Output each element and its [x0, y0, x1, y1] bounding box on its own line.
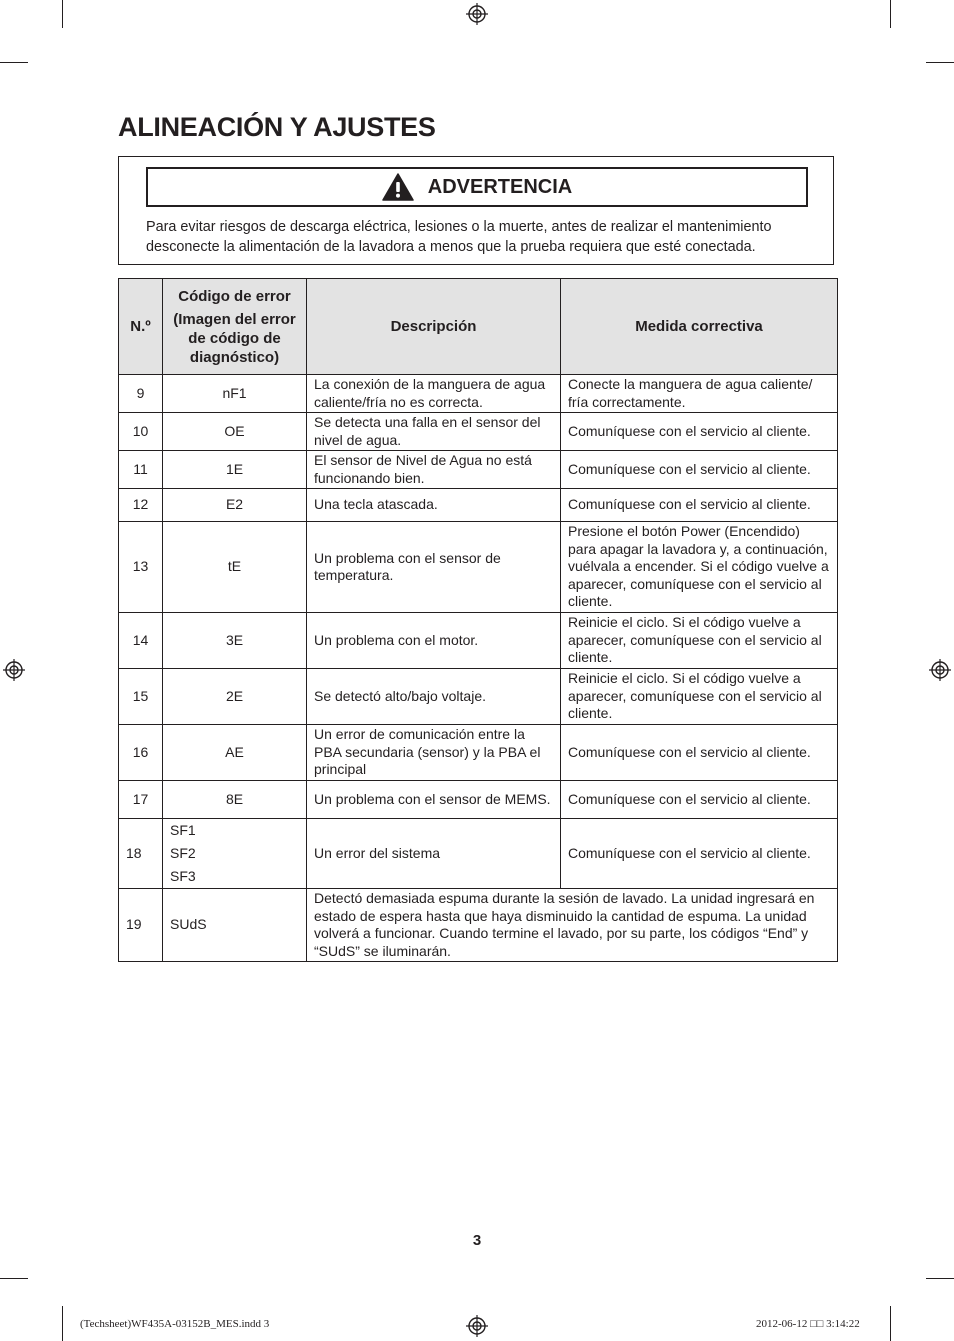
registration-mark-icon — [929, 659, 951, 681]
page-number: 3 — [472, 1232, 482, 1249]
table-row — [119, 375, 838, 413]
cell-no: 9 — [119, 375, 163, 413]
cell-action: Presione el botón Power (Encendido) para apagar la lavadora y, a continuación, vuélvala a encender. Si el código vuelve a aparecer, comuníquese con el servicio al cliente. — [561, 522, 838, 613]
warning-text: Para evitar riesgos de descarga eléctrica, lesiones o la muerte, antes de realizar el mantenimiento desconecte la alimentación de la lavadora a menos que la prueba requiera que esté conectada. — [146, 219, 772, 255]
cell-action: Comuníquese con el servicio al cliente. — [561, 725, 838, 781]
cell-action: Comuníquese con el servicio al cliente. — [561, 451, 838, 489]
cell-code: AE — [163, 725, 307, 781]
cell-action: Conecte la manguera de agua caliente/ fría correctamente. — [561, 375, 838, 413]
page-title: ALINEACIÓN Y AJUSTES — [118, 112, 436, 142]
code-value: SF2 — [170, 845, 196, 861]
footer-timestamp: 2012-06-12 □□ 3:14:22 — [756, 1318, 860, 1330]
table-row — [119, 613, 838, 669]
cell-code: SUdS — [163, 889, 307, 962]
registration-mark-icon — [3, 659, 25, 681]
cell-action: Comuníquese con el servicio al cliente. — [561, 489, 838, 522]
crop-mark — [0, 1278, 28, 1279]
registration-mark-icon — [466, 1315, 488, 1337]
table-row — [119, 413, 838, 451]
cell-code: E2 — [163, 489, 307, 522]
table-header-row — [119, 279, 838, 375]
cell-no: 16 — [119, 725, 163, 781]
header-code-line2: (Imagen del error de código de diagnóstico) — [173, 310, 296, 366]
cell-action: Comuníquese con el servicio al cliente. — [561, 819, 838, 889]
error-codes-table — [118, 278, 838, 962]
cell-code: nF1 — [163, 375, 307, 413]
table-row — [119, 725, 838, 781]
cell-no: 14 — [119, 613, 163, 669]
cell-description: La conexión de la manguera de agua caliente/fría no es correcta. — [307, 375, 561, 413]
crop-mark — [62, 0, 63, 28]
code-value: SF1 — [170, 822, 196, 838]
crop-mark — [62, 1306, 63, 1341]
table-row — [119, 669, 838, 725]
code-value: SF3 — [170, 868, 196, 884]
cell-no: 10 — [119, 413, 163, 451]
cell-description: Un problema con el sensor de temperatura. — [307, 522, 561, 613]
cell-action: Reinicie el ciclo. Si el código vuelve a aparecer, comuníquese con el servicio al cliente. — [561, 669, 838, 725]
cell-description: Se detectó alto/bajo voltaje. — [307, 669, 561, 725]
crop-mark — [0, 62, 28, 63]
cell-description: Un error de comunicación entre la PBA secundaria (sensor) y la PBA el principal — [307, 725, 561, 781]
crop-mark — [890, 0, 891, 28]
cell-no: 17 — [119, 781, 163, 819]
cell-description: Un error del sistema — [307, 819, 561, 889]
footer-file-info: (Techsheet)WF435A-03152B_MES.indd 3 — [80, 1318, 270, 1330]
cell-code: 3E — [163, 613, 307, 669]
crop-mark — [926, 62, 954, 63]
cell-action: Reinicie el ciclo. Si el código vuelve a aparecer, comuníquese con el servicio al cliente. — [561, 613, 838, 669]
table-row — [119, 819, 838, 889]
warning-box — [118, 156, 834, 265]
table-row — [119, 781, 838, 819]
warning-header — [146, 167, 808, 207]
warning-triangle-icon — [382, 173, 414, 201]
cell-description: Detectó demasiada espuma durante la sesión de lavado. La unidad ingresará en estado de espera hasta que haya disminuido la cantidad de espuma. La unidad volverá a funcionar. Cuando termine el lavado, por su parte, los códigos “End” y “SUdS” se iluminarán. — [307, 889, 838, 962]
table-row — [119, 889, 838, 962]
cell-code: 1E — [163, 451, 307, 489]
table-row — [119, 451, 838, 489]
header-code-line1: Código de error — [178, 287, 291, 305]
cell-no: 18 — [119, 819, 163, 889]
cell-code: 8E — [163, 781, 307, 819]
cell-no: 15 — [119, 669, 163, 725]
cell-code — [163, 819, 307, 889]
cell-code: OE — [163, 413, 307, 451]
header-code — [163, 279, 307, 375]
registration-mark-icon — [466, 3, 488, 25]
cell-description: Una tecla atascada. — [307, 489, 561, 522]
crop-mark — [926, 1278, 954, 1279]
header-action: Medida correctiva — [561, 279, 838, 375]
cell-action: Comuníquese con el servicio al cliente. — [561, 781, 838, 819]
cell-code: 2E — [163, 669, 307, 725]
cell-description: Un problema con el sensor de MEMS. — [307, 781, 561, 819]
cell-no: 13 — [119, 522, 163, 613]
warning-title: ADVERTENCIA — [427, 175, 573, 198]
cell-no: 12 — [119, 489, 163, 522]
cell-action: Comuníquese con el servicio al cliente. — [561, 413, 838, 451]
table-row — [119, 489, 838, 522]
cell-description: Se detecta una falla en el sensor del nivel de agua. — [307, 413, 561, 451]
crop-mark — [890, 1306, 891, 1341]
cell-no: 11 — [119, 451, 163, 489]
cell-code: tE — [163, 522, 307, 613]
header-no: N.º — [119, 279, 163, 375]
header-description: Descripción — [307, 279, 561, 375]
cell-description: Un problema con el motor. — [307, 613, 561, 669]
table-row — [119, 522, 838, 613]
cell-no: 19 — [119, 889, 163, 962]
cell-description: El sensor de Nivel de Agua no está funcionando bien. — [307, 451, 561, 489]
